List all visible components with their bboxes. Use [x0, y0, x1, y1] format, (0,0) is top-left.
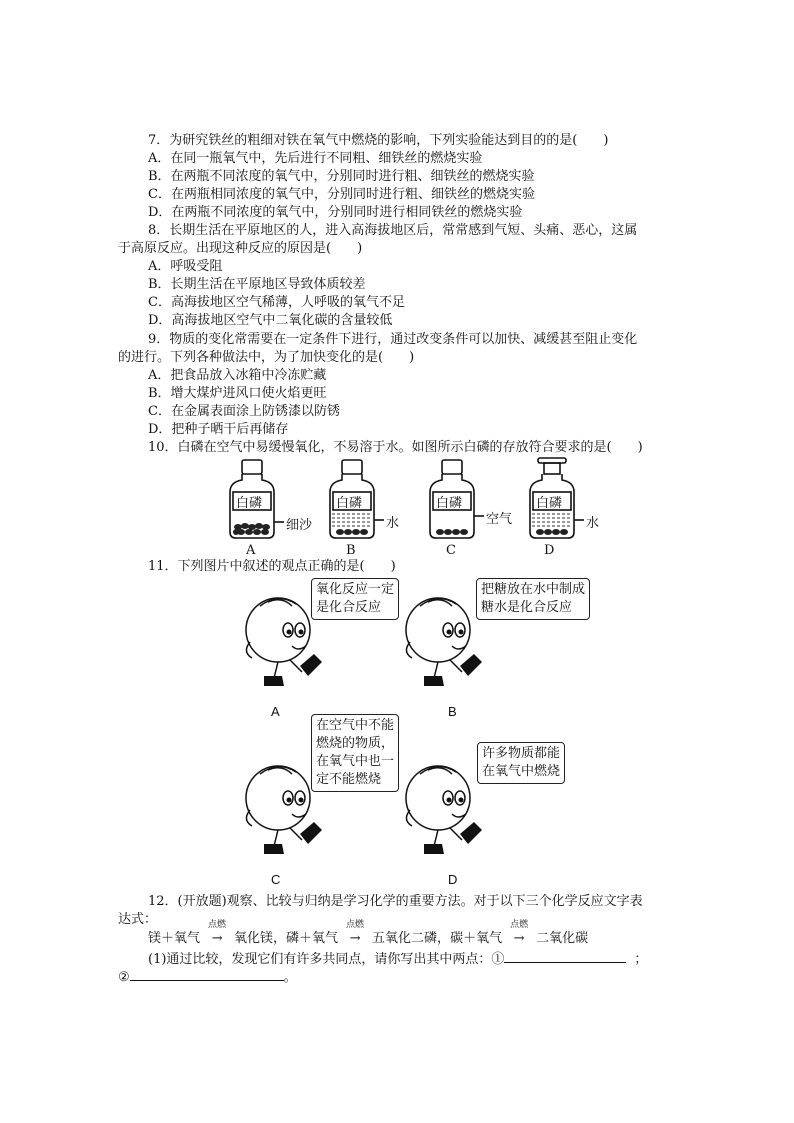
bottle-c-letter: C	[446, 543, 456, 558]
q9-option-c: C．在金属表面涂上防锈漆以防锈	[148, 404, 340, 419]
bubble-a-line: 氧化反应一定	[316, 582, 395, 597]
picture-d-letter: D	[448, 872, 458, 887]
bubble-a-line: 是化合反应	[316, 600, 382, 615]
q12-sub2-start: ②	[118, 970, 130, 985]
reaction-3-arrow: 点燃 →	[502, 930, 536, 948]
bottle-a-note: 细沙	[286, 518, 313, 533]
bottle-d-note: 水	[586, 516, 600, 531]
q8-stem-line1: 8．长期生活在平原地区的人，进入高海拔地区后，常常感到气短、头痛、恶心，这属	[148, 223, 638, 238]
speech-bubble-b	[476, 578, 590, 620]
answer-blank-1[interactable]	[504, 948, 626, 963]
reaction-3-left: 碳＋氧气	[450, 931, 503, 946]
q8-option-d: D．高海拔地区空气中二氧化碳的含量较低	[148, 313, 393, 328]
q9-option-d: D．把种子晒干后再储存	[148, 422, 289, 437]
q9-stem-line2: 的进行。下列各种做法中，为了加快变化的是( )	[118, 350, 415, 365]
bottle-a-label: 白磷	[236, 496, 263, 511]
reaction-2-arrow: 点燃 →	[338, 930, 372, 948]
picture-a-letter: A	[271, 704, 280, 719]
bubble-c-line: 燃烧的物质，	[316, 736, 395, 751]
q7-stem: 7．为研究铁丝的粗细对铁在氧气中燃烧的影响，下列实验能达到目的的是( )	[148, 133, 609, 148]
q9-stem-line1: 9．物质的变化常需要在一定条件下进行，通过改变条件可以加快、减缓甚至阻止变化	[148, 332, 638, 347]
q7-option-c: C．在两瓶相同浓度的氧气中，分别同时进行粗、细铁丝的燃烧实验	[148, 187, 535, 202]
bottle-d-letter: D	[544, 543, 555, 558]
q12-sub1-end: ；	[634, 952, 648, 967]
reaction-1-condition: 点燃	[208, 920, 227, 930]
q10-stem: 10．白磷在空气中易缓慢氧化，不易溶于水。如图所示白磷的存放符合要求的是( )	[148, 440, 643, 455]
q8-option-a: A．呼吸受阻	[148, 259, 223, 274]
bottle-d-label: 白磷	[536, 496, 563, 511]
bottle-b-water	[332, 514, 372, 526]
reaction-2-condition: 点燃	[346, 920, 365, 930]
q12-stem-line2: 达式：	[118, 912, 158, 927]
picture-c-letter: C	[271, 872, 281, 887]
bottle-d-water	[532, 514, 572, 526]
bubble-c-line: 定不能燃烧	[316, 772, 382, 787]
q8-option-b: B．长期生活在平原地区导致体质较差	[148, 277, 366, 292]
bottle-d-phosphorus	[536, 529, 568, 535]
bottle-b-letter: B	[346, 543, 356, 558]
bubble-b-line: 把糖放在水中制成	[481, 582, 586, 597]
q12-sub1-text: (1)通过比较，发现它们有许多共同点，请你写出其中两点：①	[148, 952, 505, 967]
bottle-c-note: 空气	[486, 512, 513, 527]
speech-bubble-a	[311, 578, 399, 620]
bottle-b-label: 白磷	[336, 496, 363, 511]
bubble-d-line: 许多物质都能	[482, 746, 561, 761]
q10-bottles-figure	[200, 456, 620, 566]
q12-sub2-end: 。	[283, 970, 297, 985]
bottle-b-phosphorus	[336, 529, 368, 535]
bottle-a-letter: A	[246, 543, 256, 558]
bottle-c-phosphorus	[436, 529, 468, 535]
q8-option-c: C．高海拔地区空气稀薄，人呼吸的氧气不足	[148, 295, 405, 310]
reaction-1-arrow: 点燃 →	[200, 930, 234, 948]
speech-bubble-c	[311, 714, 399, 792]
bottle-b-note: 水	[386, 516, 400, 531]
q8-stem-line2: 于高原反应。出现这种反应的原因是( )	[118, 241, 363, 256]
reaction-3-right: 二氧化碳	[536, 931, 589, 946]
q12-stem-line1: 12．(开放题)观察、比较与归纳是学习化学的重要方法。对于以下三个化学反应文字表	[148, 894, 643, 909]
bubble-d-line: 在氧气中燃烧	[482, 764, 561, 779]
reaction-2-right: 五氧化二磷，	[372, 931, 451, 946]
q12-reactions	[148, 920, 589, 948]
q11-stem: 11．下列图片中叙述的观点正确的是( )	[148, 559, 396, 574]
reaction-1-right: 氧化镁，	[234, 931, 287, 946]
picture-b-letter: B	[448, 704, 457, 719]
bubble-b-line: 糖水是化合反应	[481, 600, 573, 615]
q9-option-a: A．把食品放入冰箱中冷冻贮藏	[148, 368, 327, 383]
speech-bubble-d	[477, 742, 565, 784]
reaction-3-condition: 点燃	[510, 920, 529, 930]
q7-option-a: A．在同一瓶氧气中，先后进行不同粗、细铁丝的燃烧实验	[148, 151, 483, 166]
q7-option-b: B．在两瓶不同浓度的氧气中，分别同时进行粗、细铁丝的燃烧实验	[148, 169, 535, 184]
bubble-c-line: 在氧气中也一	[316, 754, 395, 769]
q9-option-b: B．增大煤炉进风口使火焰更旺	[148, 386, 327, 401]
q7-option-d: D．在两瓶不同浓度的氧气中，分别同时进行相同铁丝的燃烧实验	[148, 205, 523, 220]
answer-blank-2[interactable]	[130, 966, 284, 981]
bubble-c-line: 在空气中不能	[316, 718, 395, 733]
q12-sub2	[118, 966, 297, 987]
bottle-a-sand	[233, 523, 270, 535]
bottle-c-label: 白磷	[436, 496, 463, 511]
reaction-2-left: 磷＋氧气	[286, 931, 339, 946]
reaction-1-left: 镁＋氧气	[148, 931, 201, 946]
